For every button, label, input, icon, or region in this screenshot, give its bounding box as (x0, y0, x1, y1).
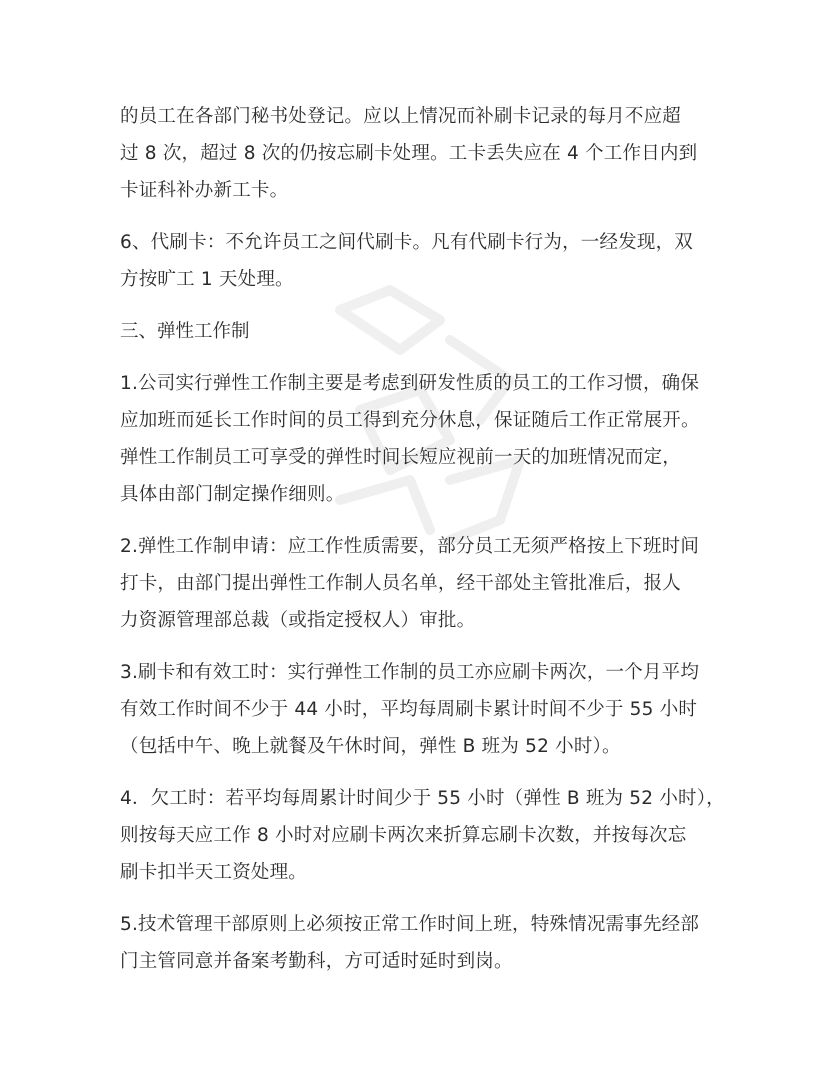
paragraph-flex-purpose (120, 365, 720, 513)
paragraph-effective-hours (120, 654, 720, 765)
paragraph-line: 卡证科补办新工卡。 (120, 180, 289, 201)
section-heading (120, 313, 720, 350)
paragraph-line: 6、代刷卡：不允许员工之间代刷卡。凡有代刷卡行为，一经发现，双 (120, 232, 693, 253)
paragraph-line: 弹性工作制员工可享受的弹性时间长短应视前一天的加班情况而定， (120, 447, 682, 468)
paragraph-line: 具体由部门制定操作细则。 (120, 484, 345, 505)
paragraph-line: 2.弹性工作制申请：应工作性质需要，部分员工无须严格按上下班时间 (120, 536, 700, 557)
paragraph-proxy-swipe (120, 224, 720, 298)
paragraph-line: 刷卡扣半天工资处理。 (120, 862, 308, 883)
paragraph-line: 有效工作时间不少于 44 小时，平均每周刷卡累计时间不少于 55 小时 (120, 699, 698, 720)
paragraph-line: 的员工在各部门秘书处登记。应以上情况而补刷卡记录的每月不应超 (120, 106, 682, 127)
section-heading-text: 三、弹性工作制 (120, 321, 250, 342)
paragraph-line: 门主管同意并备案考勤科，方可适时延时到岗。 (120, 951, 513, 972)
paragraph-line: 4．欠工时：若平均每周累计时间少于 55 小时（弹性 B 班为 52 小时）， (120, 788, 725, 809)
paragraph-line: （包括中午、晚上就餐及午休时间，弹性 B 班为 52 小时）。 (120, 736, 621, 757)
document-body (120, 98, 725, 995)
paragraph-line: 1.公司实行弹性工作制主要是考虑到研发性质的员工的工作习惯，确保 (120, 373, 700, 394)
paragraph-flex-application (120, 528, 720, 639)
paragraph-line: 5.技术管理干部原则上必须按正常工作时间上班，特殊情况需事先经部 (120, 914, 700, 935)
paragraph-tech-managers (120, 906, 720, 980)
paragraph-line: 3.刷卡和有效工时：实行弹性工作制的员工亦应刷卡两次，一个月平均 (120, 662, 700, 683)
paragraph-hour-deficit (120, 780, 725, 891)
paragraph-registration (120, 98, 720, 209)
paragraph-line: 力资源管理部总裁（或指定授权人）审批。 (120, 610, 476, 631)
paragraph-line: 过 8 次，超过 8 次的仍按忘刷卡处理。工卡丢失应在 4 个工作日内到 (120, 143, 698, 164)
paragraph-line: 则按每天应工作 8 小时对应刷卡两次来折算忘刷卡次数，并按每次忘 (120, 825, 687, 846)
paragraph-line: 方按旷工 1 天处理。 (120, 269, 294, 290)
paragraph-line: 应加班而延长工作时间的员工得到充分休息，保证随后工作正常展开。 (120, 410, 700, 431)
paragraph-line: 打卡，由部门提出弹性工作制人员名单，经干部处主管批准后，报人 (120, 573, 682, 594)
